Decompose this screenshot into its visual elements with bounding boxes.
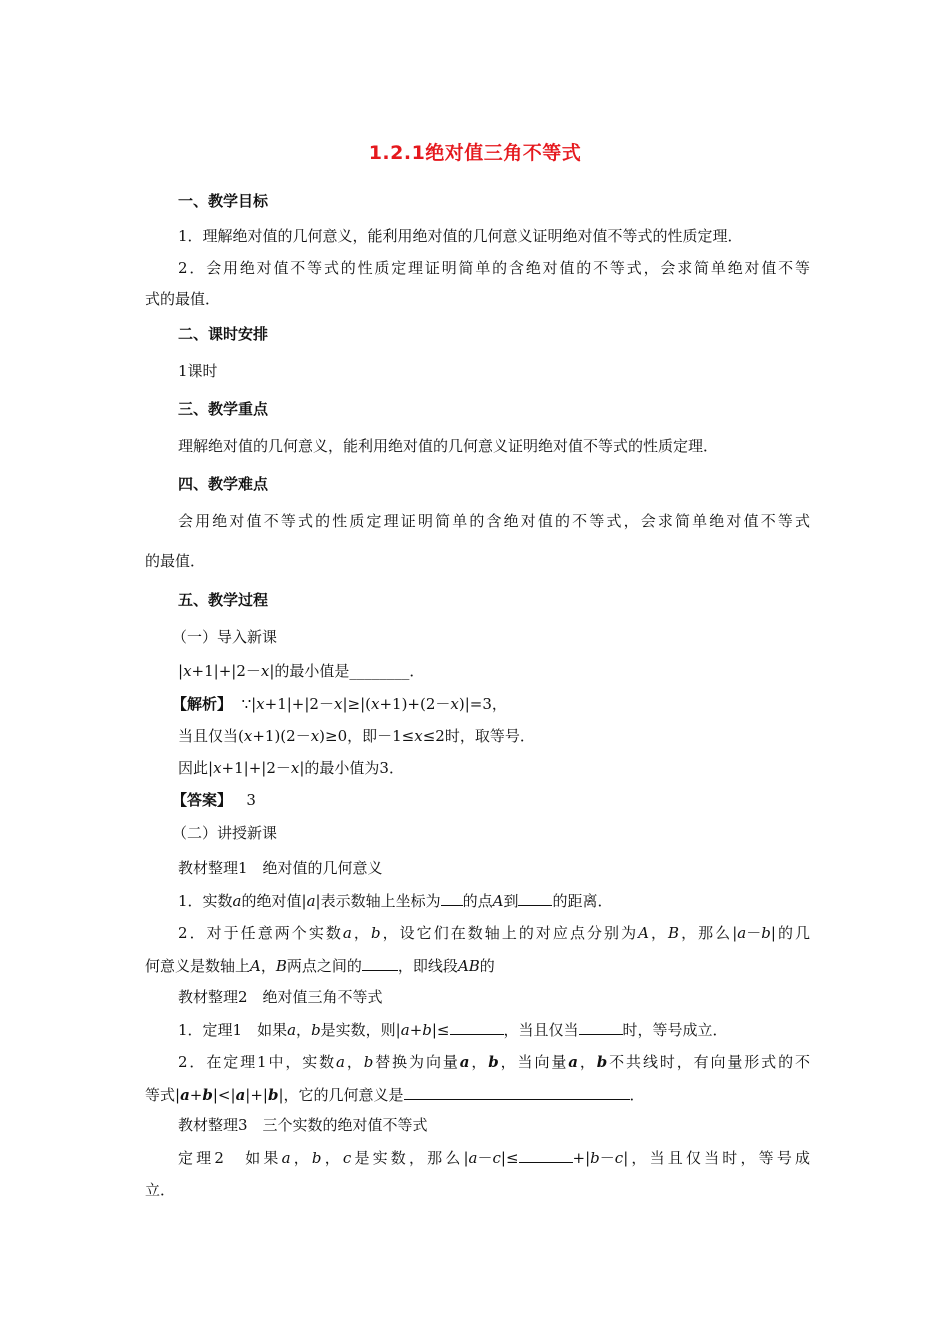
answer-line: 【答案】 3 (172, 791, 256, 809)
fill-blank (519, 1147, 573, 1163)
fill-blank (450, 1019, 504, 1035)
material-3-title: 教材整理3 三个实数的绝对值不等式 (178, 1116, 428, 1134)
fill-blank (362, 955, 398, 971)
page-title: 1.2.1绝对值三角不等式 (368, 142, 582, 164)
theorem-2-line-1: 定理2 如果a，b，c是实数，那么|a－c|≤ +|b－c|，当且仅当时，等号成 (178, 1149, 810, 1167)
theorem-2-line-2: 立． (145, 1181, 176, 1199)
material-2-item-1: 1．定理1 如果a，b是实数，则|a+b|≤ ，当且仅当 时，等号成立． (178, 1021, 728, 1039)
part-1-title: （一）导入新课 (172, 628, 278, 646)
fill-blank (518, 890, 552, 906)
key-points-text: 理解绝对值的几何意义，能利用绝对值的几何意义证明绝对值不等式的性质定理． (178, 437, 719, 455)
question-line: |x+1|+|2－x|的最小值是________． (178, 662, 425, 680)
material-1-item-2-line-2: 何意义是数轴上A，B两点之间的 ，即线段AB的 (145, 957, 495, 975)
material-1-item-2-line-1: 2．对于任意两个实数a，b，设它们在数轴上的对应点分别为A，B，那么|a－b|的几 (178, 924, 810, 942)
heading-schedule: 二、课时安排 (178, 325, 269, 343)
difficulties-line-2: 的最值． (145, 552, 206, 570)
part-2-title: （二）讲授新课 (172, 824, 278, 842)
schedule-text: 1课时 (178, 362, 218, 380)
material-1-item-1: 1．实数a的绝对值|a|表示数轴上坐标为 的点A到 的距离． (178, 892, 613, 910)
heading-key-points: 三、教学重点 (178, 400, 269, 418)
heading-difficulties: 四、教学难点 (178, 475, 269, 493)
heading-teaching-goals: 一、教学目标 (178, 192, 269, 210)
difficulties-line-1: 会用绝对值不等式的性质定理证明简单的含绝对值的不等式，会求简单绝对值不等式 (178, 512, 810, 530)
material-1-title: 教材整理1 绝对值的几何意义 (178, 859, 383, 877)
material-2-title: 教材整理2 绝对值三角不等式 (178, 988, 383, 1006)
fill-blank (441, 890, 463, 906)
goal-item-2-line-2: 式的最值． (145, 290, 221, 308)
goal-item-2-line-1: 2．会用绝对值不等式的性质定理证明简单的含绝对值的不等式，会求简单绝对值不等 (178, 259, 810, 277)
goal-item-1: 1．理解绝对值的几何意义，能利用绝对值的几何意义证明绝对值不等式的性质定理． (178, 227, 743, 245)
conclusion-line: 因此|x+1|+|2－x|的最小值为3． (178, 759, 404, 777)
analysis-line: 【解析】 ∵|x+1|+|2－x|≥|(x+1)+(2－x)|=3， (172, 695, 507, 713)
fill-blank (579, 1019, 623, 1035)
heading-process: 五、教学过程 (178, 591, 269, 609)
material-2-item-2-line-2: 等式|a+b|<|a|+|b|，它的几何意义是 ． (145, 1086, 645, 1104)
equality-condition-line: 当且仅当(x+1)(2－x)≥0，即－1≤x≤2时，取等号． (178, 727, 535, 745)
fill-blank (404, 1084, 630, 1100)
material-2-item-2-line-1: 2．在定理1中，实数a，b替换为向量a，b，当向量a，b不共线时，有向量形式的不 (178, 1053, 810, 1071)
